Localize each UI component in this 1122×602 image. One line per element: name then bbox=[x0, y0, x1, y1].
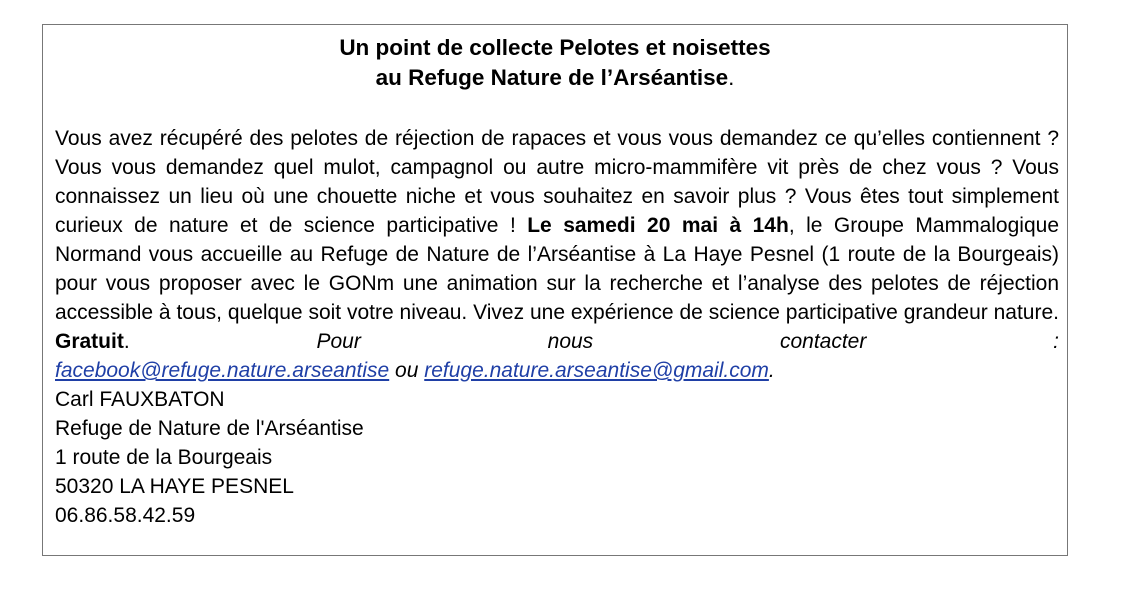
facebook-link[interactable]: facebook@refuge.nature.arseantise bbox=[55, 359, 390, 382]
title-period: . bbox=[728, 65, 735, 90]
announcement-body bbox=[55, 124, 1059, 530]
signature-organization: Refuge de Nature de l'Arséantise bbox=[55, 417, 364, 440]
intro-text: Vous avez récupéré des pelotes de réjection de rapaces et vous vous demandez ce qu’elles contiennent ? Vous vous demandez quel mulot, campagnol ou autre micro-mammifère vit près de chez vous ? Vous connaissez un lieu où une chouette niche et vous souhaitez en savoir plus ? Vous êtes tout simplement curieux de nature et de science participative ! bbox=[55, 127, 1059, 237]
contact-links-line bbox=[55, 356, 1059, 385]
final-period: . bbox=[768, 359, 775, 382]
event-details: , le Groupe Mammalogique Normand vous accueille au Refuge de Nature de l’Arséantise à La Haye Pesnel (1 route de la Bourgeais) pour vous proposer avec le GONm une animation sur la recherche et l’analyse des pelotes de réjection accessible à tous, quelque soit votre niveau. Vivez une expérience de science participative grandeur nature. bbox=[55, 214, 1059, 324]
title-line-2-text: au Refuge Nature de l’Arséantise bbox=[375, 65, 729, 90]
announcement-paragraph bbox=[55, 124, 1059, 356]
signature-phone: 06.86.58.42.59 bbox=[55, 504, 196, 527]
announcement-title bbox=[43, 33, 1067, 93]
email-link[interactable]: refuge.nature.arseantise@gmail.com bbox=[424, 359, 769, 382]
free-period: . bbox=[123, 330, 317, 353]
event-date: Le samedi 20 mai à 14h bbox=[527, 214, 789, 237]
title-line-2 bbox=[43, 63, 1067, 93]
signature-city: 50320 LA HAYE PESNEL bbox=[55, 475, 294, 498]
announcement-box bbox=[42, 24, 1068, 556]
title-line-1: Un point de collecte Pelotes et noisettes bbox=[339, 35, 771, 60]
free-label: Gratuit bbox=[55, 330, 124, 353]
or-text: ou bbox=[389, 359, 425, 382]
signature-name: Carl FAUXBATON bbox=[55, 388, 225, 411]
contact-prompt: Pour nous contacter : bbox=[316, 330, 1059, 353]
signature-street: 1 route de la Bourgeais bbox=[55, 446, 273, 469]
